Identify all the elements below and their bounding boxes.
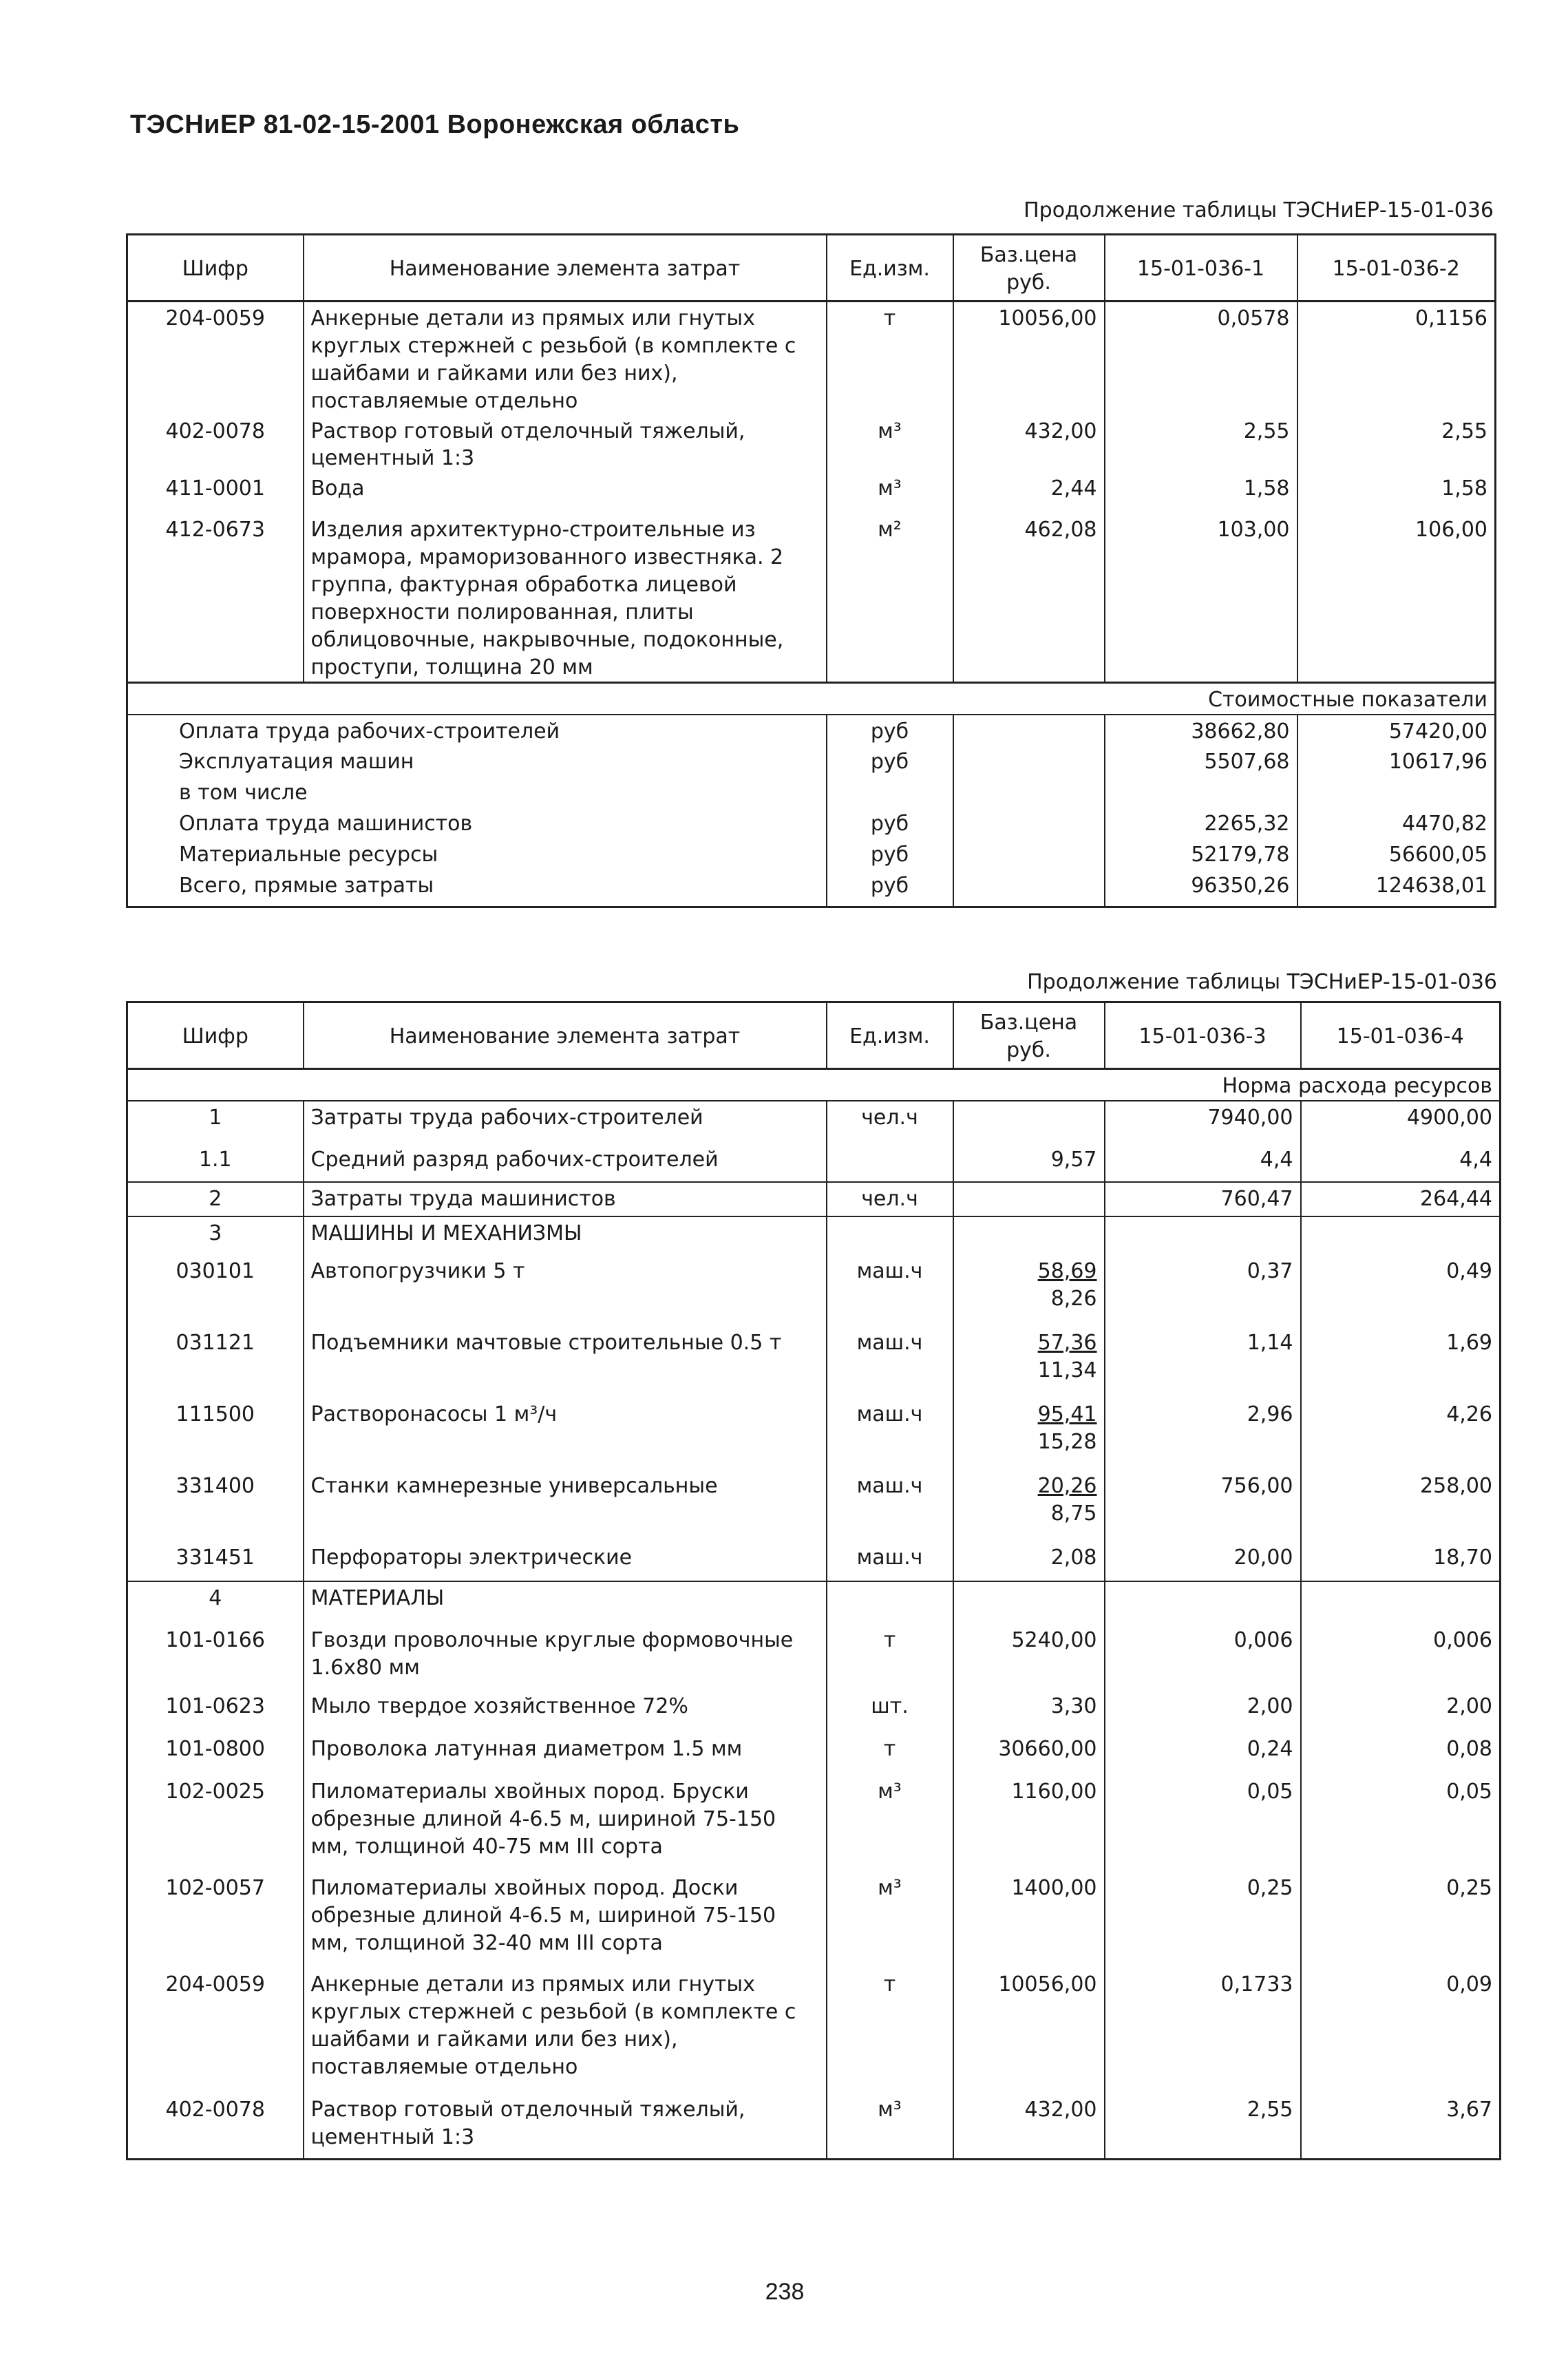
table-row (127, 2094, 1501, 2159)
row-price (953, 1872, 1105, 1968)
table2-body (127, 1101, 1501, 2159)
summary-value-1: 2265,32 (1105, 808, 1297, 839)
row-name: Раствор готовый отделочный тяжелый, цементный 1:3 (304, 2094, 827, 2159)
column-header-code: Шифр (127, 1002, 304, 1069)
table-row (127, 1143, 1501, 1182)
row-price (953, 1775, 1105, 1872)
summary-price-empty (953, 839, 1105, 869)
row-price-operator-wage: 8,26 (1050, 1286, 1097, 1311)
row-name: Автопогрузчики 5 т (304, 1255, 827, 1327)
row-unit: маш.ч (827, 1255, 953, 1327)
row-name: Вода (304, 472, 827, 514)
summary-unit: руб (827, 869, 953, 907)
row-name: Раствор готовый отделочный тяжелый, цементный 1:3 (304, 415, 827, 473)
table-row (127, 1968, 1501, 2094)
summary-price-empty (953, 808, 1105, 839)
summary-name: Всего, прямые затраты (127, 869, 827, 907)
row-code: 331400 (127, 1470, 304, 1541)
row-price (953, 1690, 1105, 1733)
row-code: 3 (127, 1216, 304, 1255)
row-unit: маш.ч (827, 1470, 953, 1541)
row-value-2: 18,70 (1301, 1541, 1501, 1581)
row-unit: т (827, 1624, 953, 1690)
row-unit: т (827, 1733, 953, 1775)
row-name: Мыло твердое хозяйственное 72% (304, 1690, 827, 1733)
summary-value-1 (1105, 777, 1297, 808)
row-name: Гвозди проволочные круглые формовочные 1.6x80 мм (304, 1624, 827, 1690)
summary-name: в том числе (127, 777, 827, 808)
summary-value-1: 5507,68 (1105, 746, 1297, 777)
row-value-1: 0,37 (1105, 1255, 1301, 1327)
row-code: 101-0166 (127, 1624, 304, 1690)
row-unit: чел.ч (827, 1182, 953, 1216)
row-code: 1.1 (127, 1143, 304, 1182)
row-unit: м³ (827, 2094, 953, 2159)
row-value-2: 0,08 (1301, 1733, 1501, 1775)
row-price-main: 57,36 (1037, 1330, 1097, 1355)
row-name: Пиломатериалы хвойных пород. Доски обрезные длиной 4-6.5 м, шириной 75-150 мм, толщиной 32-40 мм III сорта (304, 1872, 827, 1968)
row-name: Затраты труда рабочих-строителей (304, 1101, 827, 1143)
summary-row (127, 715, 1496, 746)
row-code: 031121 (127, 1327, 304, 1398)
row-price (953, 1968, 1105, 2094)
row-value-1: 0,0578 (1105, 302, 1297, 415)
table-row (127, 1690, 1501, 1733)
row-price (953, 1398, 1105, 1470)
row-value-2: 4,4 (1301, 1143, 1501, 1182)
row-unit: шт. (827, 1690, 953, 1733)
row-name: Растворонасосы 1 м³/ч (304, 1398, 827, 1470)
row-name: Перфораторы электрические (304, 1541, 827, 1581)
table-row (127, 1398, 1501, 1470)
row-name: Анкерные детали из прямых или гнутых круглых стержней с резьбой (в комплекте с шайбами и гайками или без них), поставляемые отдельно (304, 302, 827, 415)
summary-value-2: 124638,01 (1297, 869, 1496, 907)
column-header-rate-2: 15-01-036-2 (1297, 235, 1496, 302)
row-value-2: 0,25 (1301, 1872, 1501, 1968)
page-number: 238 (765, 2279, 805, 2305)
row-name: Анкерные детали из прямых или гнутых круглых стержней с резьбой (в комплекте с шайбами и гайками или без них), поставляемые отдельно (304, 1968, 827, 2094)
table-row (127, 472, 1496, 514)
row-price: 432,00 (953, 415, 1105, 473)
row-code: 101-0800 (127, 1733, 304, 1775)
table1-section-row (127, 682, 1496, 714)
row-value-1: 1,14 (1105, 1327, 1301, 1398)
table-row (127, 1216, 1501, 1255)
row-code: 204-0059 (127, 1968, 304, 2094)
row-code: 4 (127, 1581, 304, 1624)
table-row (127, 1541, 1501, 1581)
summary-row (127, 869, 1496, 907)
row-value-2 (1301, 1581, 1501, 1624)
table-row (127, 302, 1496, 415)
row-code: 204-0059 (127, 302, 304, 415)
row-name: Станки камнерезные универсальные (304, 1470, 827, 1541)
table-row (127, 1775, 1501, 1872)
table-row (127, 1255, 1501, 1327)
table-row (127, 1581, 1501, 1624)
row-price-main: 20,26 (1037, 1473, 1097, 1498)
row-value-1 (1105, 1216, 1301, 1255)
row-name: МАШИНЫ И МЕХАНИЗМЫ (304, 1216, 827, 1255)
row-price-main: 1400,00 (1011, 1875, 1097, 1900)
summary-unit: руб (827, 839, 953, 869)
document-header: ТЭСНиЕР 81-02-15-2001 Воронежская область (130, 110, 740, 139)
row-value-1: 4,4 (1105, 1143, 1301, 1182)
row-value-2: 0,09 (1301, 1968, 1501, 2094)
column-header-price: Баз.цена руб. (953, 235, 1105, 302)
row-unit: маш.ч (827, 1541, 953, 1581)
row-price (953, 1182, 1105, 1216)
table-row (127, 1182, 1501, 1216)
row-code: 331451 (127, 1541, 304, 1581)
summary-price-empty (953, 746, 1105, 777)
row-unit (827, 1581, 953, 1624)
table1-body (127, 302, 1496, 683)
row-name: Затраты труда машинистов (304, 1182, 827, 1216)
row-code: 030101 (127, 1255, 304, 1327)
row-code: 1 (127, 1101, 304, 1143)
row-price-main: 10056,00 (998, 1972, 1097, 1996)
row-value-2: 106,00 (1297, 514, 1496, 682)
row-code: 402-0078 (127, 2094, 304, 2159)
row-name: Пиломатериалы хвойных пород. Бруски обрезные длиной 4-6.5 м, шириной 75-150 мм, толщиной 40-75 мм III сорта (304, 1775, 827, 1872)
row-name: МАТЕРИАЛЫ (304, 1581, 827, 1624)
column-header-name: Наименование элемента затрат (304, 235, 827, 302)
row-price (953, 1541, 1105, 1581)
column-header-unit: Ед.изм. (827, 1002, 953, 1069)
row-value-2: 264,44 (1301, 1182, 1501, 1216)
summary-unit: руб (827, 715, 953, 746)
row-code: 412-0673 (127, 514, 304, 682)
row-name: Проволока латунная диаметром 1.5 мм (304, 1733, 827, 1775)
table2-continuation-note: Продолжение таблицы ТЭСНиЕР-15-01-036 (1027, 970, 1497, 994)
summary-row (127, 839, 1496, 869)
row-value-1: 2,55 (1105, 2094, 1301, 2159)
column-header-price: Баз.цена руб. (953, 1002, 1105, 1069)
section-label: Стоимостные показатели (127, 682, 1496, 714)
row-code: 411-0001 (127, 472, 304, 514)
row-name: Изделия архитектурно-строительные из мрамора, мраморизованного известняка. 2 группа, фактурная обработка лицевой поверхности полированная, плиты облицовочные, накрывочные, подоконные, проступи, толщина 20 мм (304, 514, 827, 682)
row-price-main: 58,69 (1037, 1258, 1097, 1283)
table2-header-row (127, 1002, 1501, 1069)
row-value-2: 2,00 (1301, 1690, 1501, 1733)
summary-value-2 (1297, 777, 1496, 808)
row-code: 101-0623 (127, 1690, 304, 1733)
summary-name: Оплата труда машинистов (127, 808, 827, 839)
table-row (127, 1624, 1501, 1690)
summary-unit: руб (827, 746, 953, 777)
row-value-1: 20,00 (1105, 1541, 1301, 1581)
table-row (127, 1872, 1501, 1968)
row-price-main: 2,08 (1050, 1545, 1097, 1570)
summary-name: Эксплуатация машин (127, 746, 827, 777)
table-row (127, 514, 1496, 682)
row-code: 111500 (127, 1398, 304, 1470)
table1-summary (127, 715, 1496, 907)
column-header-rate-1: 15-01-036-1 (1105, 235, 1297, 302)
row-value-1: 2,00 (1105, 1690, 1301, 1733)
row-price (953, 1581, 1105, 1624)
table1-continuation-note: Продолжение таблицы ТЭСНиЕР-15-01-036 (1024, 198, 1494, 222)
row-code: 402-0078 (127, 415, 304, 473)
row-value-2: 258,00 (1301, 1470, 1501, 1541)
summary-value-2: 56600,05 (1297, 839, 1496, 869)
column-header-code: Шифр (127, 235, 304, 302)
table-row (127, 415, 1496, 473)
table2-section-row (127, 1069, 1501, 1101)
column-header-unit: Ед.изм. (827, 235, 953, 302)
summary-row (127, 777, 1496, 808)
row-price-main: 1160,00 (1011, 1779, 1097, 1804)
row-price (953, 2094, 1105, 2159)
table-row (127, 1733, 1501, 1775)
summary-price-empty (953, 777, 1105, 808)
summary-name: Материальные ресурсы (127, 839, 827, 869)
row-value-2: 4,26 (1301, 1398, 1501, 1470)
summary-name: Оплата труда рабочих-строителей (127, 715, 827, 746)
row-price (953, 1470, 1105, 1541)
table1-header-row (127, 235, 1496, 302)
row-unit: т (827, 302, 953, 415)
row-unit (827, 1216, 953, 1255)
row-value-2: 1,58 (1297, 472, 1496, 514)
row-unit: м³ (827, 472, 953, 514)
row-price-main: 30660,00 (998, 1736, 1097, 1761)
row-value-2: 0,1156 (1297, 302, 1496, 415)
table2 (126, 1001, 1501, 2160)
summary-price-empty (953, 715, 1105, 746)
row-code: 102-0025 (127, 1775, 304, 1872)
row-value-1: 103,00 (1105, 514, 1297, 682)
row-price-main: 5240,00 (1011, 1627, 1097, 1652)
summary-value-1: 52179,78 (1105, 839, 1297, 869)
section-label: Норма расхода ресурсов (127, 1069, 1501, 1101)
row-unit: м³ (827, 1872, 953, 1968)
row-value-1: 756,00 (1105, 1470, 1301, 1541)
row-value-1: 760,47 (1105, 1182, 1301, 1216)
row-value-1: 0,1733 (1105, 1968, 1301, 2094)
row-price (953, 1255, 1105, 1327)
summary-unit (827, 777, 953, 808)
summary-value-2: 57420,00 (1297, 715, 1496, 746)
row-value-2: 0,05 (1301, 1775, 1501, 1872)
row-price (953, 1733, 1105, 1775)
row-value-2: 2,55 (1297, 415, 1496, 473)
row-name: Подъемники мачтовые строительные 0.5 т (304, 1327, 827, 1398)
row-value-1: 2,96 (1105, 1398, 1301, 1470)
column-header-name: Наименование элемента затрат (304, 1002, 827, 1069)
row-value-1: 0,006 (1105, 1624, 1301, 1690)
row-price-main: 432,00 (1024, 2097, 1097, 2122)
table-row (127, 1101, 1501, 1143)
row-unit (827, 1143, 953, 1182)
row-price (953, 1143, 1105, 1182)
summary-row (127, 808, 1496, 839)
summary-unit: руб (827, 808, 953, 839)
row-value-1: 0,24 (1105, 1733, 1301, 1775)
row-unit: чел.ч (827, 1101, 953, 1143)
row-price (953, 1327, 1105, 1398)
row-value-2: 4900,00 (1301, 1101, 1501, 1143)
column-header-rate-4: 15-01-036-4 (1301, 1002, 1501, 1069)
summary-price-empty (953, 869, 1105, 907)
row-price-operator-wage: 11,34 (1037, 1358, 1097, 1382)
summary-value-2: 4470,82 (1297, 808, 1496, 839)
summary-value-1: 96350,26 (1105, 869, 1297, 907)
table-row (127, 1327, 1501, 1398)
row-value-2 (1301, 1216, 1501, 1255)
row-unit: м³ (827, 1775, 953, 1872)
table-row (127, 1470, 1501, 1541)
row-value-2: 0,006 (1301, 1624, 1501, 1690)
row-value-2: 1,69 (1301, 1327, 1501, 1398)
row-price-main: 9,57 (1050, 1147, 1097, 1172)
row-value-1: 7940,00 (1105, 1101, 1301, 1143)
summary-value-2: 10617,96 (1297, 746, 1496, 777)
row-code: 102-0057 (127, 1872, 304, 1968)
row-price-main: 3,30 (1050, 1694, 1097, 1718)
row-code: 2 (127, 1182, 304, 1216)
row-value-1 (1105, 1581, 1301, 1624)
row-price: 462,08 (953, 514, 1105, 682)
row-unit: м² (827, 514, 953, 682)
row-price (953, 1624, 1105, 1690)
row-price (953, 1101, 1105, 1143)
row-unit: т (827, 1968, 953, 2094)
row-unit: маш.ч (827, 1327, 953, 1398)
row-value-2: 3,67 (1301, 2094, 1501, 2159)
row-name: Средний разряд рабочих-строителей (304, 1143, 827, 1182)
row-price (953, 1216, 1105, 1255)
row-price-operator-wage: 15,28 (1037, 1429, 1097, 1454)
summary-value-1: 38662,80 (1105, 715, 1297, 746)
row-price: 10056,00 (953, 302, 1105, 415)
row-value-1: 2,55 (1105, 415, 1297, 473)
row-price: 2,44 (953, 472, 1105, 514)
table1 (126, 233, 1496, 908)
row-price-operator-wage: 8,75 (1050, 1501, 1097, 1526)
row-price-main: 95,41 (1037, 1402, 1097, 1426)
summary-row (127, 746, 1496, 777)
row-value-1: 0,25 (1105, 1872, 1301, 1968)
row-value-1: 1,58 (1105, 472, 1297, 514)
row-unit: м³ (827, 415, 953, 473)
row-value-1: 0,05 (1105, 1775, 1301, 1872)
row-value-2: 0,49 (1301, 1255, 1501, 1327)
column-header-rate-3: 15-01-036-3 (1105, 1002, 1301, 1069)
row-unit: маш.ч (827, 1398, 953, 1470)
